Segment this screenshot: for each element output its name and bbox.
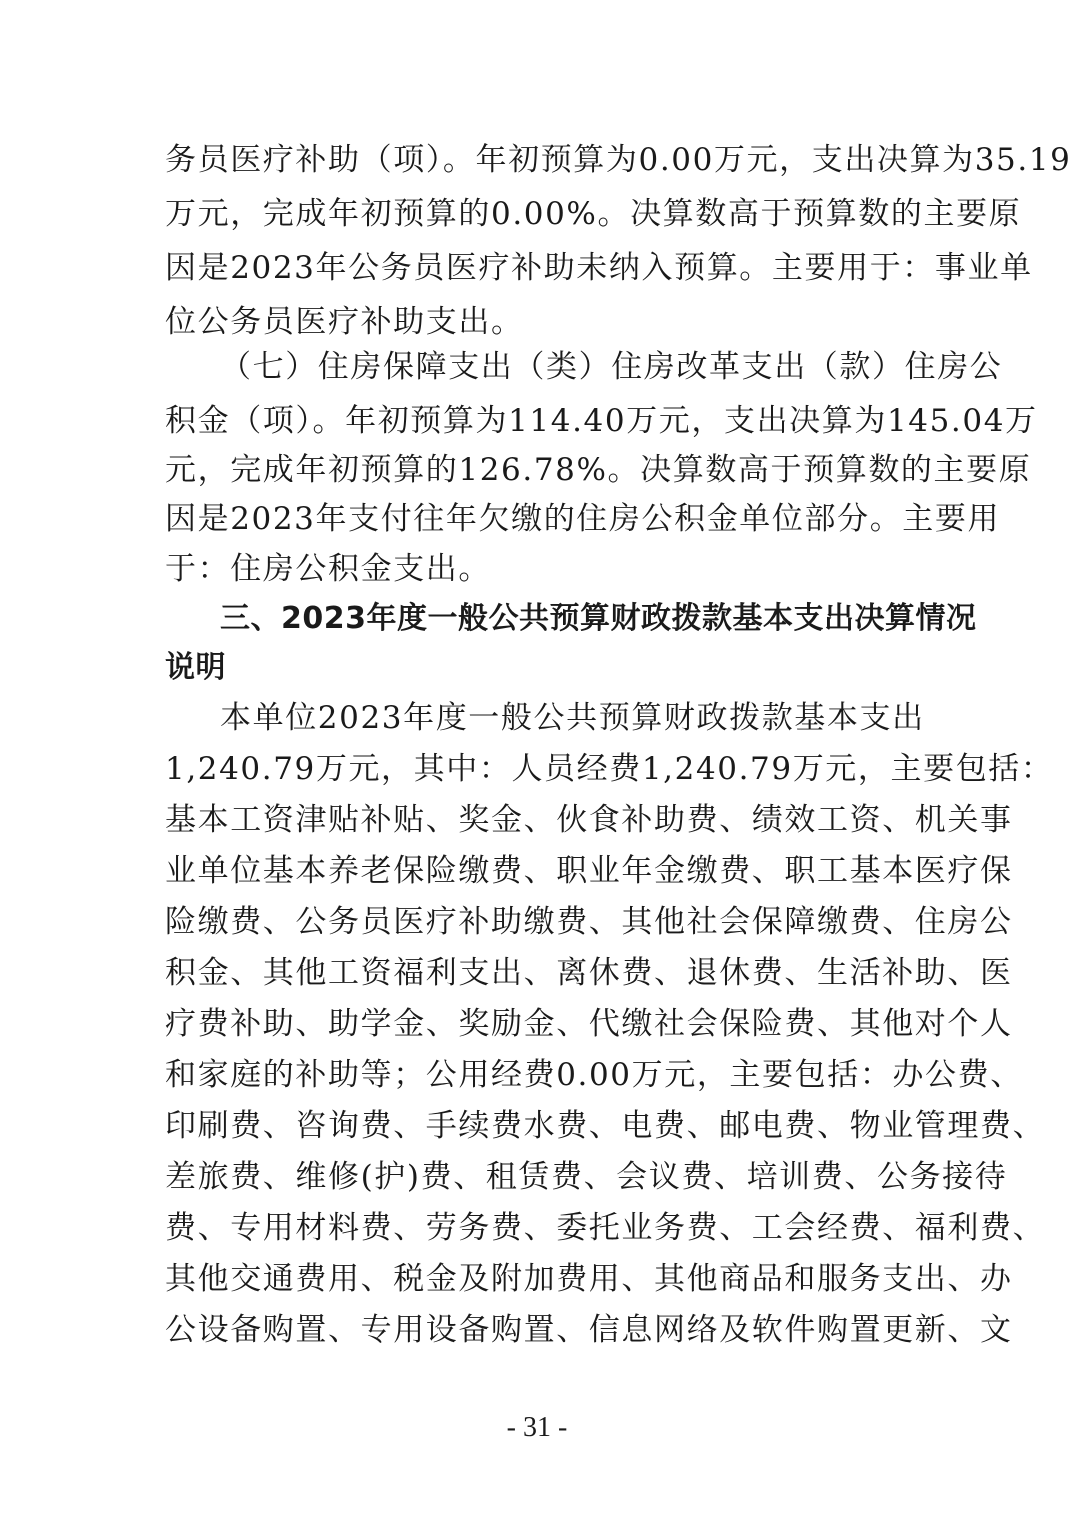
text-line: 因是2023年支付往年欠缴的住房公积金单位部分。主要用 (165, 501, 1001, 537)
text-line: 因是2023年公务员医疗补助未纳入预算。主要用于：事业单 (165, 250, 1033, 286)
text-line: 1,240.79万元，其中：人员经费1,240.79万元，主要包括： (165, 751, 1054, 787)
text-line: 基本工资津贴补贴、奖金、伙食补助费、绩效工资、机关事 (165, 802, 1013, 838)
text-line: 公设备购置、专用设备购置、信息网络及软件购置更新、文 (165, 1312, 1013, 1348)
text-line: 元，完成年初预算的126.78%。决算数高于预算数的主要原 (165, 452, 1032, 488)
text-line: 疗费补助、助学金、奖励金、代缴社会保险费、其他对个人 (165, 1006, 1013, 1042)
paragraph-first-line: 本单位2023年度一般公共预算财政拨款基本支出 (220, 700, 925, 736)
text-line: 积金（项）。年初预算为114.40万元，支出决算为145.04万 (165, 403, 1038, 439)
text-line: 积金、其他工资福利支出、离休费、退休费、生活补助、医 (165, 955, 1013, 991)
text-line: 印刷费、咨询费、手续费水费、电费、邮电费、物业管理费、 (165, 1108, 1046, 1144)
section-seven-first-line: （七）住房保障支出（类）住房改革支出（款）住房公 (220, 349, 1003, 385)
text-line: 其他交通费用、税金及附加费用、其他商品和服务支出、办 (165, 1261, 1013, 1297)
section-heading: 三、2023年度一般公共预算财政拨款基本支出决算情况 (220, 601, 977, 636)
text-line: 业单位基本养老保险缴费、职业年金缴费、职工基本医疗保 (165, 853, 1013, 889)
text-line: 险缴费、公务员医疗补助缴费、其他社会保障缴费、住房公 (165, 904, 1013, 940)
text-line: 和家庭的补助等；公用经费0.00万元，主要包括：办公费、 (165, 1057, 1023, 1093)
text-line: 务员医疗补助（项）。年初预算为0.00万元，支出决算为35.19 (165, 142, 1072, 178)
text-line: 于：住房公积金支出。 (165, 551, 491, 587)
section-heading-continued: 说明 (165, 650, 226, 685)
text-line: 费、专用材料费、劳务费、委托业务费、工会经费、福利费、 (165, 1210, 1046, 1246)
text-line: 万元，完成年初预算的0.00%。决算数高于预算数的主要原 (165, 196, 1022, 232)
text-line: 差旅费、维修(护)费、租赁费、会议费、培训费、公务接待 (165, 1159, 1008, 1195)
page-number: - 31 - (506, 1412, 568, 1443)
text-line: 位公务员医疗补助支出。 (165, 304, 524, 340)
